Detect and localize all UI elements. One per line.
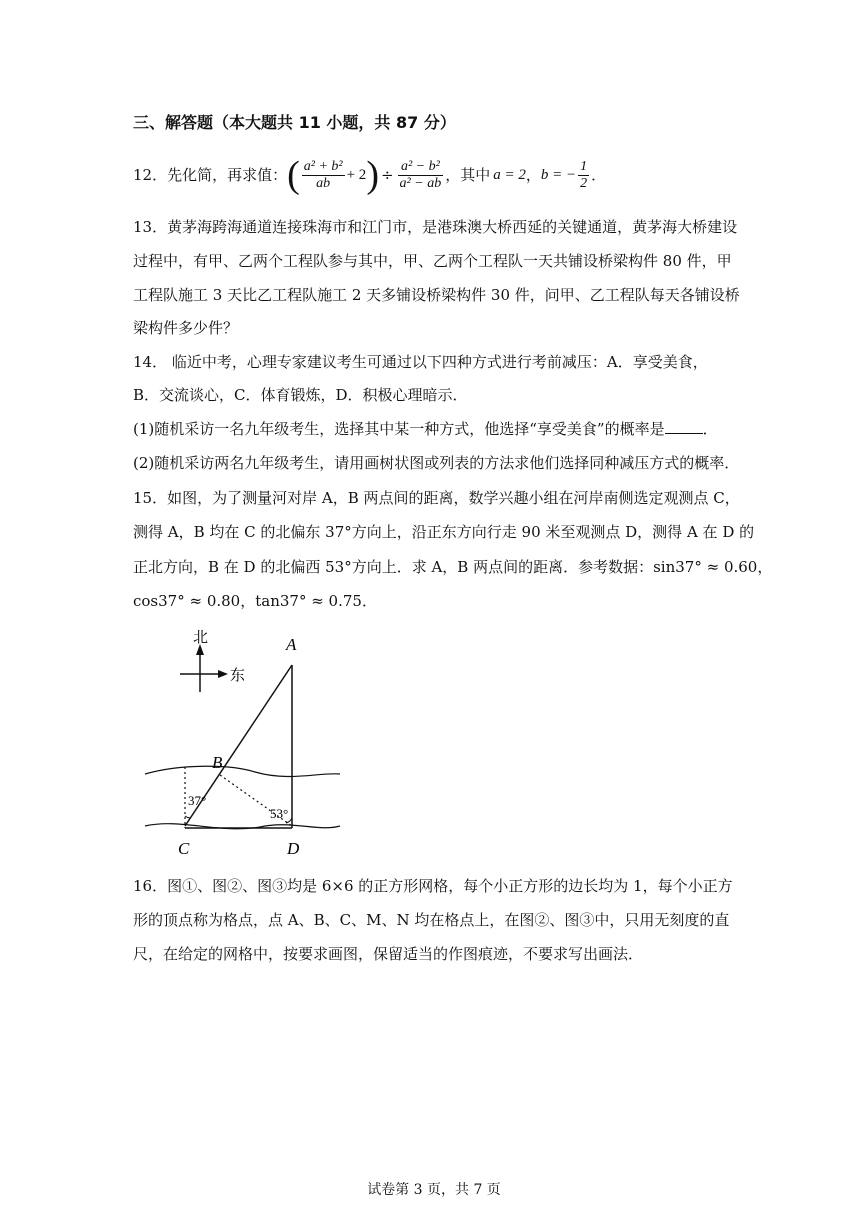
label-point-c: C bbox=[178, 839, 190, 858]
label-north: 北 bbox=[193, 630, 209, 646]
q14-part-1-end: ． bbox=[702, 420, 718, 438]
label-point-a: A bbox=[286, 635, 297, 654]
half-denominator: 2 bbox=[580, 175, 588, 191]
fraction-1-numerator: a² + b² bbox=[303, 158, 343, 174]
q16-line-3: 尺，在给定的网格中，按要求画图，保留适当的作图痕迹，不要求写出画法． bbox=[133, 945, 644, 963]
condition-lead: ，其中 bbox=[445, 166, 491, 184]
q13-line-3: 工程队施工 3 天比乙工程队施工 2 天多铺设桥梁构件 30 件，问甲、乙工程队每天各铺设桥 bbox=[133, 286, 740, 304]
right-paren: ) bbox=[366, 154, 379, 196]
label-east: 东 bbox=[230, 668, 246, 684]
half-numerator: 1 bbox=[580, 158, 588, 174]
q13-line-2: 过程中，有甲、乙两个工程队参与其中，甲、乙两个工程队一天共铺设桥梁构件 80 件，甲 bbox=[133, 252, 732, 270]
label-point-b: B bbox=[212, 753, 223, 772]
question-12 bbox=[133, 152, 606, 198]
label-point-d: D bbox=[287, 839, 300, 858]
river-measurement-figure bbox=[0, 622, 868, 862]
q13-line-4: 梁构件多少件？ bbox=[133, 319, 239, 337]
fraction-1-denominator: ab bbox=[316, 175, 331, 191]
q15-line-3: 正北方向，B 在 D 的北偏西 53°方向上．求 A，B 两点间的距离．参考数据：sin37° ≈ 0.60， bbox=[133, 558, 773, 576]
left-paren: ( bbox=[287, 154, 300, 196]
q14-part-1 bbox=[133, 418, 718, 440]
fraction-2 bbox=[398, 159, 444, 192]
answer-blank bbox=[665, 419, 703, 434]
page-footer: 试卷第 3 页，共 7 页 bbox=[367, 1182, 501, 1198]
label-angle-d: 53° bbox=[270, 806, 289, 821]
q15-line-2: 测得 A，B 均在 C 的北偏东 37°方向上，沿正东方向行走 90 米至观测点 D，测得 A 在 D 的 bbox=[133, 523, 755, 541]
river-north-bank bbox=[145, 766, 340, 776]
fraction-2-numerator: a² − b² bbox=[398, 159, 444, 176]
condition-b: b = − bbox=[540, 167, 577, 183]
q15-line-4: cos37° ≈ 0.80，tan37° ≈ 0.75． bbox=[133, 592, 377, 610]
fraction-2-denominator: a² − ab bbox=[399, 175, 442, 191]
q12-prefix: 12．先化简，再求值： bbox=[133, 166, 288, 184]
q16-line-1: 16．图①、图②、图③均是 6×6 的正方形网格，每个小正方形的边长均为 1，每个小正方 bbox=[133, 877, 733, 895]
compass-east-arrow-icon bbox=[218, 670, 228, 678]
q15-line-1: 15．如图，为了测量河对岸 A，B 两点间的距离，数学兴趣小组在河岸南侧选定观测点 C， bbox=[133, 489, 740, 507]
divide-sign: ÷ bbox=[380, 166, 394, 184]
q16-line-2: 形的顶点称为格点，点 A、B、C、M、N 均在格点上，在图②、图③中，只用无刻度的直 bbox=[133, 911, 730, 929]
q14-line-2: B．交流谈心，C．体育锻炼，D．积极心理暗示． bbox=[133, 386, 468, 404]
condition-end: ． bbox=[591, 166, 607, 184]
plus-two: + 2 bbox=[346, 167, 367, 183]
q14-line-1: 14． 临近中考，心理专家建议考生可通过以下四种方式进行考前减压：A．享受美食， bbox=[133, 353, 708, 371]
q14-part-1-text: (1)随机采访一名九年级考生，选择其中某一种方式，他选择“享受美食”的概率是 bbox=[133, 420, 665, 438]
q14-part-2: (2)随机采访两名九年级考生，请用画树状图或列表的方法求他们选择同种减压方式的概率． bbox=[133, 454, 740, 472]
fraction-half bbox=[578, 159, 589, 192]
condition-sep: ， bbox=[525, 166, 541, 184]
section-heading: 三、解答题（本大题共 11 小题，共 87 分） bbox=[133, 113, 456, 132]
label-angle-c: 37° bbox=[188, 793, 207, 808]
condition-a: a = 2 bbox=[493, 167, 526, 183]
q13-line-1: 13．黄茅海跨海通道连接珠海市和江门市，是港珠澳大桥西延的关键通道，黄茅海大桥建设 bbox=[133, 218, 738, 236]
fraction-1 bbox=[302, 159, 345, 192]
